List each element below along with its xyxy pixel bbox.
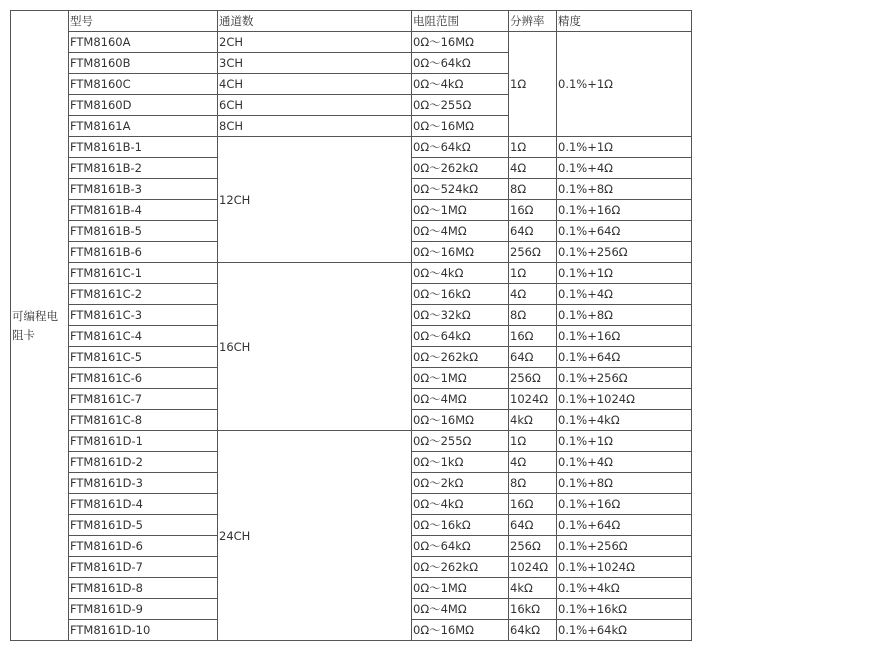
resolution-cell: 16Ω — [509, 326, 557, 347]
resolution-cell: 1Ω — [509, 137, 557, 158]
category-cell: 可编程电阻卡 — [11, 11, 69, 641]
accuracy-cell: 0.1%+4kΩ — [557, 410, 692, 431]
accuracy-cell: 0.1%+16kΩ — [557, 599, 692, 620]
channels-cell: 6CH — [218, 95, 412, 116]
resolution-cell: 4Ω — [509, 452, 557, 473]
model-cell: FTM8160B — [69, 53, 218, 74]
range-cell: 0Ω～4MΩ — [412, 599, 509, 620]
header-resolution: 分辨率 — [509, 11, 557, 32]
accuracy-cell: 0.1%+4Ω — [557, 452, 692, 473]
table-row — [11, 263, 692, 284]
accuracy-cell: 0.1%+4kΩ — [557, 578, 692, 599]
range-cell: 0Ω～255Ω — [412, 431, 509, 452]
model-cell: FTM8161D-10 — [69, 620, 218, 641]
resolution-cell: 16Ω — [509, 200, 557, 221]
model-cell: FTM8161D-9 — [69, 599, 218, 620]
range-cell: 0Ω～64kΩ — [412, 326, 509, 347]
resolution-cell: 8Ω — [509, 473, 557, 494]
resolution-cell: 1Ω — [509, 32, 557, 137]
resolution-cell: 8Ω — [509, 179, 557, 200]
range-cell: 0Ω～255Ω — [412, 95, 509, 116]
model-cell: FTM8161C-6 — [69, 368, 218, 389]
model-cell: FTM8161C-2 — [69, 284, 218, 305]
accuracy-cell: 0.1%+64Ω — [557, 515, 692, 536]
resolution-cell: 64kΩ — [509, 620, 557, 641]
accuracy-cell: 0.1%+16Ω — [557, 326, 692, 347]
model-cell: FTM8161B-3 — [69, 179, 218, 200]
accuracy-cell: 0.1%+16Ω — [557, 200, 692, 221]
resolution-cell: 8Ω — [509, 305, 557, 326]
range-cell: 0Ω～64kΩ — [412, 137, 509, 158]
range-cell: 0Ω～4kΩ — [412, 494, 509, 515]
accuracy-cell: 0.1%+64Ω — [557, 347, 692, 368]
range-cell: 0Ω～16MΩ — [412, 32, 509, 53]
model-cell: FTM8161D-7 — [69, 557, 218, 578]
resolution-cell: 4Ω — [509, 284, 557, 305]
model-cell: FTM8161C-8 — [69, 410, 218, 431]
resolution-cell: 256Ω — [509, 242, 557, 263]
resolution-cell: 1024Ω — [509, 389, 557, 410]
accuracy-cell: 0.1%+4Ω — [557, 284, 692, 305]
accuracy-cell: 0.1%+256Ω — [557, 242, 692, 263]
accuracy-cell: 0.1%+8Ω — [557, 179, 692, 200]
resolution-cell: 64Ω — [509, 347, 557, 368]
range-cell: 0Ω～1MΩ — [412, 200, 509, 221]
accuracy-cell: 0.1%+256Ω — [557, 368, 692, 389]
model-cell: FTM8161C-5 — [69, 347, 218, 368]
range-cell: 0Ω～16MΩ — [412, 116, 509, 137]
resolution-cell: 1024Ω — [509, 557, 557, 578]
resolution-cell: 64Ω — [509, 221, 557, 242]
accuracy-cell: 0.1%+1024Ω — [557, 389, 692, 410]
range-cell: 0Ω～262kΩ — [412, 158, 509, 179]
range-cell: 0Ω～16MΩ — [412, 620, 509, 641]
range-cell: 0Ω～262kΩ — [412, 347, 509, 368]
range-cell: 0Ω～16MΩ — [412, 410, 509, 431]
header-range: 电阻范围 — [412, 11, 509, 32]
resolution-cell: 1Ω — [509, 263, 557, 284]
model-cell: FTM8161C-7 — [69, 389, 218, 410]
model-cell: FTM8161B-2 — [69, 158, 218, 179]
spec-table — [10, 10, 692, 641]
table-row — [11, 137, 692, 158]
resolution-cell: 4Ω — [509, 158, 557, 179]
range-cell: 0Ω～1kΩ — [412, 452, 509, 473]
range-cell: 0Ω～4kΩ — [412, 74, 509, 95]
model-cell: FTM8161B-6 — [69, 242, 218, 263]
resolution-cell: 4kΩ — [509, 410, 557, 431]
accuracy-cell: 0.1%+64kΩ — [557, 620, 692, 641]
header-row — [11, 11, 692, 32]
accuracy-cell: 0.1%+64Ω — [557, 221, 692, 242]
resolution-cell: 4kΩ — [509, 578, 557, 599]
model-cell: FTM8161D-1 — [69, 431, 218, 452]
model-cell: FTM8161D-2 — [69, 452, 218, 473]
accuracy-cell: 0.1%+256Ω — [557, 536, 692, 557]
resolution-cell: 16Ω — [509, 494, 557, 515]
range-cell: 0Ω～16MΩ — [412, 242, 509, 263]
range-cell: 0Ω～4MΩ — [412, 221, 509, 242]
accuracy-cell: 0.1%+4Ω — [557, 158, 692, 179]
accuracy-cell: 0.1%+8Ω — [557, 305, 692, 326]
range-cell: 0Ω～16kΩ — [412, 284, 509, 305]
header-channels: 通道数 — [218, 11, 412, 32]
model-cell: FTM8161B-5 — [69, 221, 218, 242]
table-row — [11, 32, 692, 53]
header-accuracy: 精度 — [557, 11, 692, 32]
model-cell: FTM8160A — [69, 32, 218, 53]
model-cell: FTM8161C-3 — [69, 305, 218, 326]
model-cell: FTM8161D-4 — [69, 494, 218, 515]
range-cell: 0Ω～32kΩ — [412, 305, 509, 326]
resolution-cell: 256Ω — [509, 368, 557, 389]
range-cell: 0Ω～524kΩ — [412, 179, 509, 200]
channels-cell: 24CH — [218, 431, 412, 641]
model-cell: FTM8161D-8 — [69, 578, 218, 599]
model-cell: FTM8160C — [69, 74, 218, 95]
model-cell: FTM8161C-1 — [69, 263, 218, 284]
channels-cell: 12CH — [218, 137, 412, 263]
resolution-cell: 64Ω — [509, 515, 557, 536]
range-cell: 0Ω～16kΩ — [412, 515, 509, 536]
model-cell: FTM8161D-3 — [69, 473, 218, 494]
channels-cell: 3CH — [218, 53, 412, 74]
channels-cell: 16CH — [218, 263, 412, 431]
accuracy-cell: 0.1%+1Ω — [557, 263, 692, 284]
range-cell: 0Ω～2kΩ — [412, 473, 509, 494]
model-cell: FTM8161D-6 — [69, 536, 218, 557]
range-cell: 0Ω～4MΩ — [412, 389, 509, 410]
accuracy-cell: 0.1%+1Ω — [557, 32, 692, 137]
channels-cell: 4CH — [218, 74, 412, 95]
range-cell: 0Ω～1MΩ — [412, 368, 509, 389]
range-cell: 0Ω～262kΩ — [412, 557, 509, 578]
model-cell: FTM8161B-4 — [69, 200, 218, 221]
accuracy-cell: 0.1%+1024Ω — [557, 557, 692, 578]
range-cell: 0Ω～64kΩ — [412, 53, 509, 74]
accuracy-cell: 0.1%+8Ω — [557, 473, 692, 494]
channels-cell: 8CH — [218, 116, 412, 137]
model-cell: FTM8160D — [69, 95, 218, 116]
accuracy-cell: 0.1%+16Ω — [557, 494, 692, 515]
resolution-cell: 1Ω — [509, 431, 557, 452]
model-cell: FTM8161B-1 — [69, 137, 218, 158]
accuracy-cell: 0.1%+1Ω — [557, 137, 692, 158]
resolution-cell: 16kΩ — [509, 599, 557, 620]
resolution-cell: 256Ω — [509, 536, 557, 557]
model-cell: FTM8161A — [69, 116, 218, 137]
channels-cell: 2CH — [218, 32, 412, 53]
range-cell: 0Ω～64kΩ — [412, 536, 509, 557]
accuracy-cell: 0.1%+1Ω — [557, 431, 692, 452]
header-model: 型号 — [69, 11, 218, 32]
model-cell: FTM8161D-5 — [69, 515, 218, 536]
range-cell: 0Ω～1MΩ — [412, 578, 509, 599]
model-cell: FTM8161C-4 — [69, 326, 218, 347]
range-cell: 0Ω～4kΩ — [412, 263, 509, 284]
table-row — [11, 431, 692, 452]
